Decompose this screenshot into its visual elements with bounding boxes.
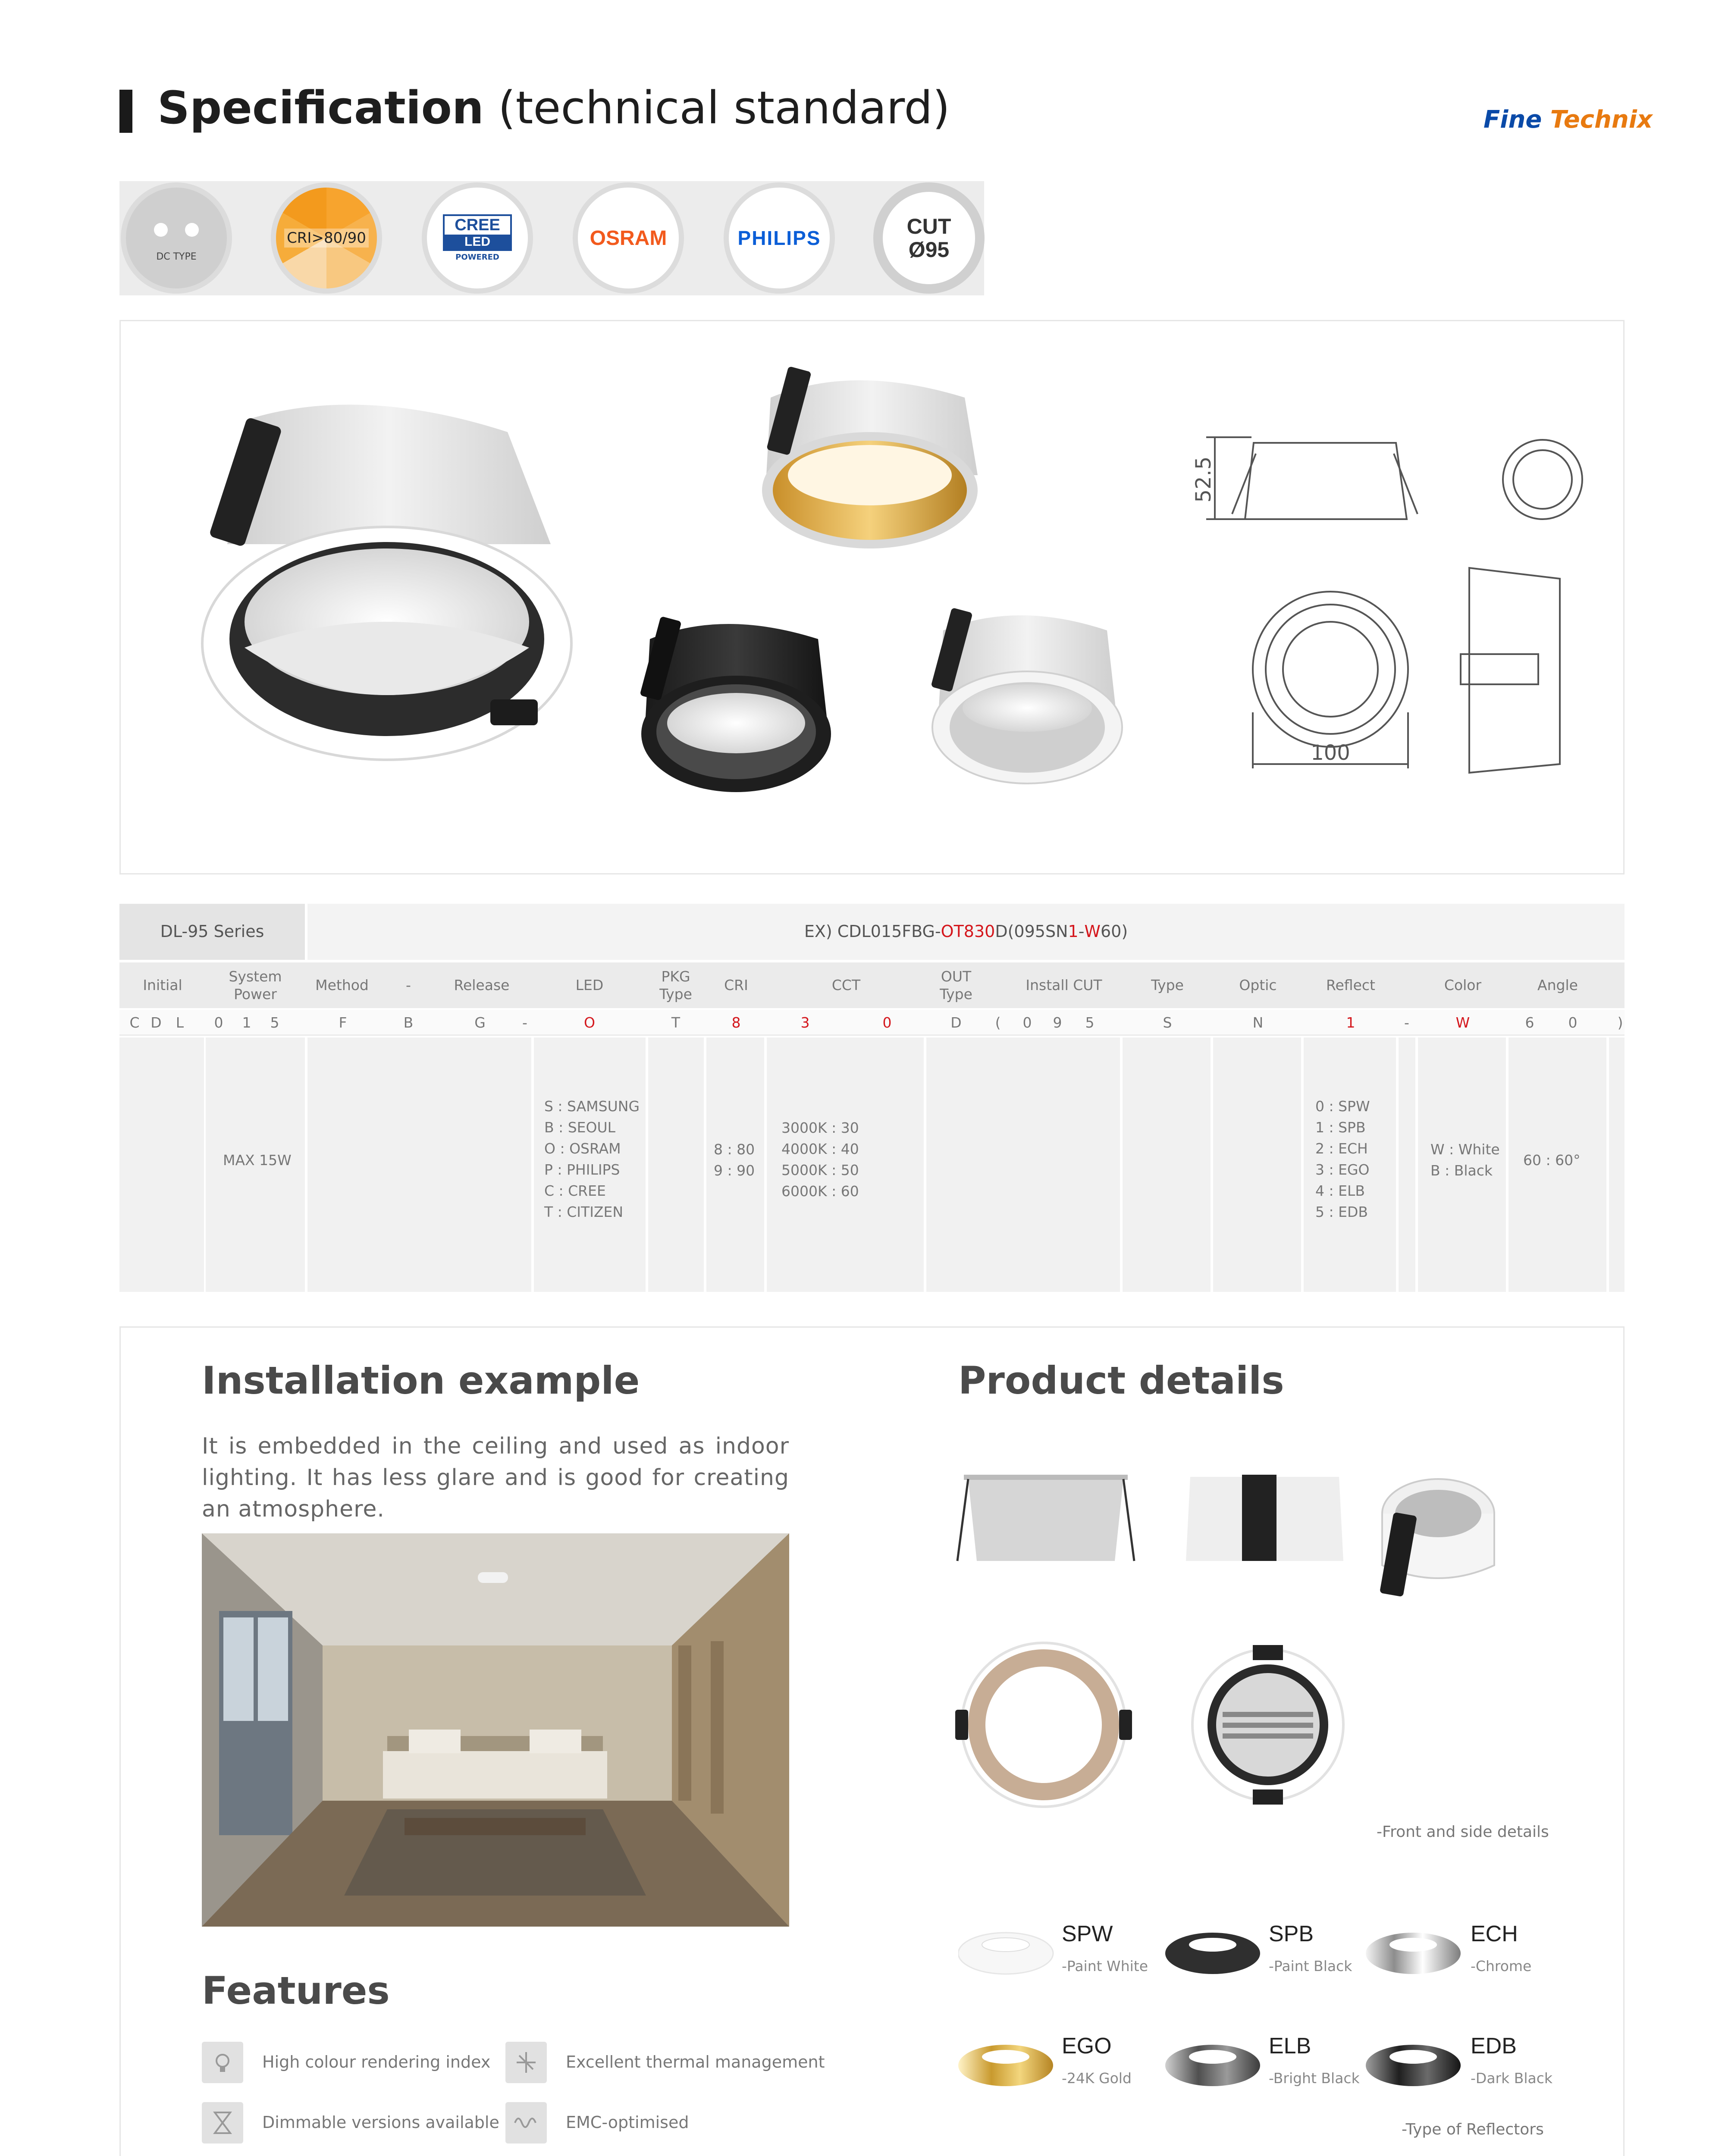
col-out-type: OUT Type bbox=[940, 968, 972, 1003]
feature-dimmable: Dimmable versions available bbox=[262, 2113, 499, 2132]
reflector-ech-swatch bbox=[1366, 1933, 1461, 1974]
reflector-elb-code: ELB bbox=[1269, 2034, 1311, 2059]
front-view-render bbox=[955, 1643, 1132, 1807]
code-char: N bbox=[1252, 1014, 1264, 1031]
col-type: Type bbox=[1151, 977, 1184, 994]
reflector-ech-code: ECH bbox=[1471, 1921, 1518, 1946]
col-method: Method bbox=[315, 977, 369, 994]
code-char: 9 bbox=[1053, 1014, 1062, 1031]
feature-emc: EMC-optimised bbox=[566, 2113, 689, 2132]
reflectors-caption: -Type of Reflectors bbox=[1402, 2121, 1544, 2138]
reflector-edb-code: EDB bbox=[1471, 2034, 1517, 2059]
example-code: EX) CDL015FBG- OT830 D(095SN 1 - W 60) bbox=[307, 904, 1625, 960]
reflector-ech-name: -Chrome bbox=[1471, 1958, 1532, 1974]
height-dimension: 52.5 bbox=[1192, 456, 1216, 503]
philips-badge: PHILIPS bbox=[724, 182, 835, 294]
code-char: ( bbox=[995, 1014, 1001, 1031]
code-char: 5 bbox=[1085, 1014, 1095, 1031]
reflector-elb-swatch bbox=[1165, 2045, 1260, 2086]
code-char: 0 bbox=[882, 1014, 892, 1031]
code-char: 0 bbox=[214, 1014, 223, 1031]
reflector-spb-code: SPB bbox=[1269, 1921, 1314, 1946]
large-white-downlight bbox=[202, 404, 571, 760]
reflector-ego-code: EGO bbox=[1062, 2034, 1112, 2059]
code-char: 5 bbox=[270, 1014, 279, 1031]
cut-size-badge: CUT Ø95 bbox=[873, 182, 985, 294]
osram-badge: OSRAM bbox=[573, 182, 684, 294]
col-color: Color bbox=[1444, 977, 1482, 994]
product-detail-views bbox=[955, 1466, 1576, 1811]
features-title: Features bbox=[202, 1968, 390, 2013]
width-dimension: 100 bbox=[1311, 741, 1350, 765]
opt-led: S : SAMSUNG B : SEOUL O : OSRAM P : PHILIPS C : CREE T : CITIZEN bbox=[544, 1098, 640, 1220]
code-char: C bbox=[129, 1014, 140, 1031]
col-pkg-type: PKG Type bbox=[659, 968, 692, 1003]
reflector-spb-name: -Paint Black bbox=[1269, 1958, 1352, 1974]
col-cct: CCT bbox=[831, 977, 861, 994]
installation-photo bbox=[202, 1533, 789, 1927]
code-char: 1 bbox=[242, 1014, 251, 1031]
reflector-ego-name: -24K Gold bbox=[1062, 2070, 1132, 2087]
feature-cri: High colour rendering index bbox=[262, 2053, 491, 2071]
code-char: T bbox=[671, 1014, 681, 1031]
feature-thermal: Excellent thermal management bbox=[566, 2053, 825, 2071]
code-char: F bbox=[339, 1014, 347, 1031]
code-char: O bbox=[584, 1014, 595, 1031]
code-char: 1 bbox=[1346, 1014, 1355, 1031]
opt-angle: 60 : 60° bbox=[1523, 1152, 1581, 1169]
cri-feature-icon bbox=[202, 2042, 243, 2083]
title-accent-bar bbox=[119, 90, 132, 133]
top-angle-render bbox=[1380, 1479, 1494, 1597]
reflector-spw-code: SPW bbox=[1062, 1921, 1113, 1946]
spec-table bbox=[119, 904, 1625, 1292]
col-system-power: System Power bbox=[229, 968, 282, 1003]
reflector-edb-swatch bbox=[1366, 2045, 1461, 2086]
col-angle: Angle bbox=[1537, 977, 1578, 994]
col-cri: CRI bbox=[724, 977, 748, 994]
code-char: 3 bbox=[800, 1014, 810, 1031]
product-renders bbox=[119, 320, 1625, 874]
brand-logo: Fine Technix bbox=[1484, 106, 1653, 134]
code-char: ) bbox=[1617, 1014, 1623, 1031]
white-downlight-small bbox=[931, 608, 1122, 783]
code-char: 0 bbox=[1022, 1014, 1032, 1031]
rear-view-render bbox=[1192, 1645, 1343, 1805]
technical-drawing bbox=[1206, 437, 1582, 773]
reflector-swatches bbox=[958, 1923, 1605, 2087]
code-char: W bbox=[1455, 1014, 1470, 1031]
col-dash: - bbox=[406, 977, 411, 994]
code-char: D bbox=[950, 1014, 962, 1031]
emc-feature-icon bbox=[505, 2102, 547, 2143]
dc-type-badge: DC TYPE bbox=[121, 182, 232, 294]
product-details-title: Product details bbox=[958, 1358, 1284, 1403]
reflector-spw-swatch bbox=[958, 1933, 1053, 1974]
col-release: Release bbox=[454, 977, 510, 994]
cri-badge: CRI>80/90 bbox=[271, 182, 382, 294]
code-char: 8 bbox=[731, 1014, 741, 1031]
col-initial: Initial bbox=[143, 977, 182, 994]
col-install-cut: Install CUT bbox=[1026, 977, 1102, 994]
certification-badge-strip bbox=[119, 181, 984, 295]
back-view-render bbox=[1186, 1475, 1343, 1561]
thermal-feature-icon bbox=[505, 2042, 547, 2083]
reflector-ego-swatch bbox=[958, 2045, 1053, 2086]
reflector-spb-swatch bbox=[1165, 1933, 1260, 1974]
col-led: LED bbox=[575, 977, 604, 994]
opt-cri: 8 : 80 9 : 90 bbox=[714, 1141, 755, 1179]
dimmable-feature-icon bbox=[202, 2102, 243, 2143]
side-view-render bbox=[957, 1475, 1134, 1561]
code-char: 6 bbox=[1525, 1014, 1534, 1031]
page-title: Specification (technical standard) bbox=[157, 81, 950, 134]
code-char: D bbox=[151, 1014, 162, 1031]
installation-title: Installation example bbox=[202, 1358, 640, 1403]
col-reflect: Reflect bbox=[1326, 977, 1375, 994]
code-char: G bbox=[474, 1014, 486, 1031]
cree-led-badge: CREE LED POWERED bbox=[422, 182, 533, 294]
black-downlight bbox=[640, 616, 831, 792]
code-char: B bbox=[403, 1014, 414, 1031]
details-caption: -Front and side details bbox=[1377, 1823, 1549, 1841]
code-char: 0 bbox=[1568, 1014, 1578, 1031]
installation-description: It is embedded in the ceiling and used as indoor lighting. It has less glare and is good for creating an atmosphere. bbox=[202, 1433, 789, 1522]
reflector-elb-name: -Bright Black bbox=[1269, 2070, 1360, 2087]
opt-system-power: MAX 15W bbox=[223, 1152, 292, 1169]
code-char: - bbox=[1404, 1014, 1409, 1031]
opt-color: W : White B : Black bbox=[1430, 1141, 1500, 1179]
code-char: L bbox=[176, 1014, 184, 1031]
gold-reflector-downlight bbox=[762, 366, 978, 548]
reflector-spw-name: -Paint White bbox=[1062, 1958, 1148, 1974]
code-char: S bbox=[1163, 1014, 1172, 1031]
opt-reflect: 0 : SPW 1 : SPB 2 : ECH 3 : EGO 4 : ELB 5 : EDB bbox=[1315, 1098, 1370, 1220]
code-char: - bbox=[522, 1014, 527, 1031]
opt-cct: 3000K : 30 4000K : 40 5000K : 50 6000K : 60 bbox=[781, 1119, 859, 1200]
series-label: DL-95 Series bbox=[119, 904, 305, 960]
col-optic: Optic bbox=[1239, 977, 1277, 994]
reflector-edb-name: -Dark Black bbox=[1471, 2070, 1552, 2087]
